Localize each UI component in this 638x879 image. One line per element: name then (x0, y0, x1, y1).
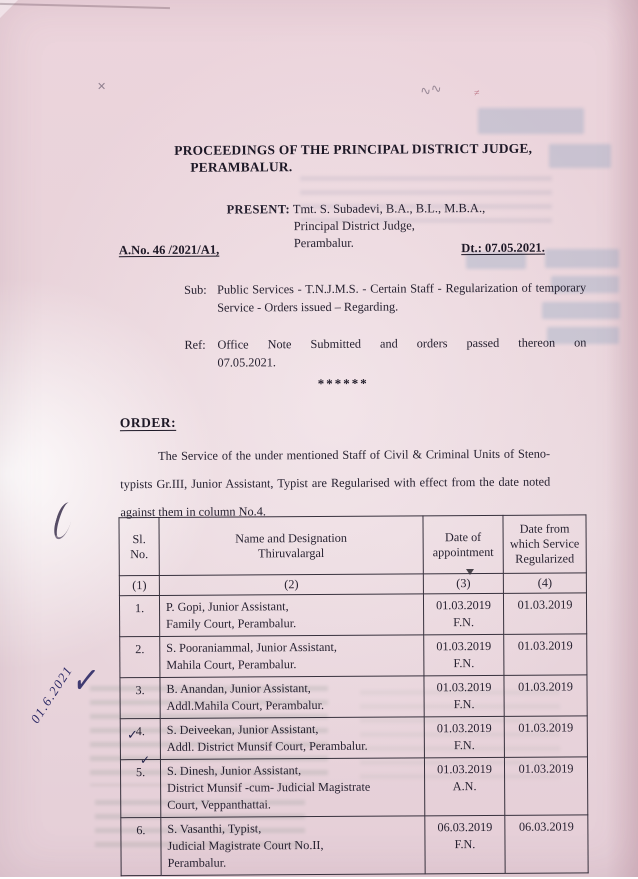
checkmark-annotation: ✓ (69, 657, 102, 707)
order-date: Dt.: 07.05.2021. (461, 240, 545, 256)
table-row (121, 815, 588, 876)
cell-appointment-date: 01.03.2019 F.N. (424, 634, 504, 675)
pen-mark-cross: ✕ (97, 81, 107, 93)
cell-regularized-date: 01.03.2019 (504, 675, 587, 717)
case-number: A.No. 46 /2021/A1, (118, 242, 220, 258)
column-number-row (119, 573, 586, 596)
cell-name-designation: P. Gopi, Junior Assistant, Family Court, Perambalur. (159, 594, 423, 637)
cell-sl-no: 6. (121, 817, 161, 875)
reference-label: Ref: (184, 337, 206, 352)
asterisk-separator: ****** (317, 375, 369, 392)
cell-sl-no: 1. (119, 595, 159, 636)
cell-appointment-date: 01.03.2019 F.N. (424, 716, 504, 757)
cell-appointment-date: 06.03.2019 F.N. (425, 815, 505, 873)
table-row (120, 716, 587, 760)
cell-appointment-date: 01.03.2019 A.N. (424, 757, 504, 815)
table-row (120, 634, 587, 678)
subject-text: Public Services - T.N.J.M.S. - Certain Staff - Regularization of temporary Service - Orders issued – Regarding. (217, 280, 587, 315)
cell-regularized-date: 01.03.2019 (504, 716, 587, 758)
header-date-regularized: Date from which Service Regularized (503, 515, 586, 574)
reference-text: Office Note Submitted and orders passed thereon on 07.05.2021. (217, 335, 587, 370)
checkmark-annotation: ✓ (140, 753, 151, 767)
cell-name-designation: S. Pooraniammal, Junior Assistant, Mahila Court, Perambalur. (160, 635, 424, 678)
judge-name: Tmt. S. Subadevi, B.A., B.L., M.B.A., (292, 200, 486, 217)
header-sl-no: Sl. No. (119, 517, 159, 575)
cell-appointment-date: 01.03.2019 F.N. (424, 675, 504, 716)
header-name-designation: Name and Designation Thiruvalargal (159, 516, 423, 576)
cell-sl-no: 4. (120, 718, 160, 759)
case-number-and-date-line (119, 241, 545, 259)
cell-sl-no: 2. (120, 636, 160, 677)
cell-name-designation: S. Vasanthi, Typist, Judicial Magistrate Court No.II, Perambalur. (161, 816, 425, 876)
cell-sl-no: 5. (120, 759, 160, 817)
judge-designation: Principal District Judge, (293, 218, 415, 233)
table-header-row (119, 515, 586, 576)
table-row (120, 675, 587, 719)
present-label: PRESENT: (226, 202, 290, 217)
cell-name-designation: B. Anandan, Junior Assistant, Addl.Mahila Court, Perambalur. (160, 676, 424, 719)
subject-label: Sub: (184, 282, 207, 297)
present-line1 (227, 200, 486, 218)
column-number: (2) (159, 574, 423, 596)
cell-regularized-date: 01.03.2019 (504, 757, 587, 816)
pen-mark-red: ≠ (474, 88, 480, 99)
table-row (119, 593, 586, 637)
order-paragraph: The Service of the under mentioned Staff of Civil & Criminal Units of Steno-typists Gr.III, Junior Assistant, Typist are Regularised with effect from the date noted against them in column No.4. (120, 446, 551, 520)
order-heading: ORDER: (119, 414, 177, 431)
checkmark-annotation: ✓ (127, 727, 138, 742)
regularization-table (118, 514, 588, 876)
judge-place: Perambalur. (293, 235, 354, 250)
reference-block (184, 333, 586, 371)
cell-name-designation: S. Dinesh, Junior Assistant, District Munsif -cum- Judicial Magistrate Court, Veppanthattai. (160, 758, 424, 818)
document-title-line2: PERAMBALUR. (190, 159, 293, 175)
table-row (120, 757, 587, 818)
column-number: (1) (119, 575, 159, 595)
cell-appointment-date: 01.03.2019 F.N. (423, 593, 503, 634)
document-title (174, 140, 532, 176)
cell-name-designation: S. Deiveekan, Junior Assistant, Addl. District Munsif Court, Perambalur. (160, 717, 424, 760)
cell-regularized-date: 06.03.2019 (505, 815, 588, 874)
cell-sl-no: 3. (120, 677, 160, 718)
cell-regularized-date: 01.03.2019 (504, 634, 587, 676)
column-number: (3) (423, 573, 503, 593)
cell-regularized-date: 01.03.2019 (503, 593, 586, 635)
document-title-line1: PROCEEDINGS OF THE PRINCIPAL DISTRICT JUDGE, (174, 140, 533, 158)
header-date-of-appointment: Date of appointment (423, 515, 503, 573)
pen-mark-squiggle: ∿∿ (418, 79, 444, 100)
subject-block (184, 278, 586, 316)
handwritten-margin-date: 01.6.2021 (27, 662, 76, 726)
column-number: (4) (503, 573, 586, 594)
